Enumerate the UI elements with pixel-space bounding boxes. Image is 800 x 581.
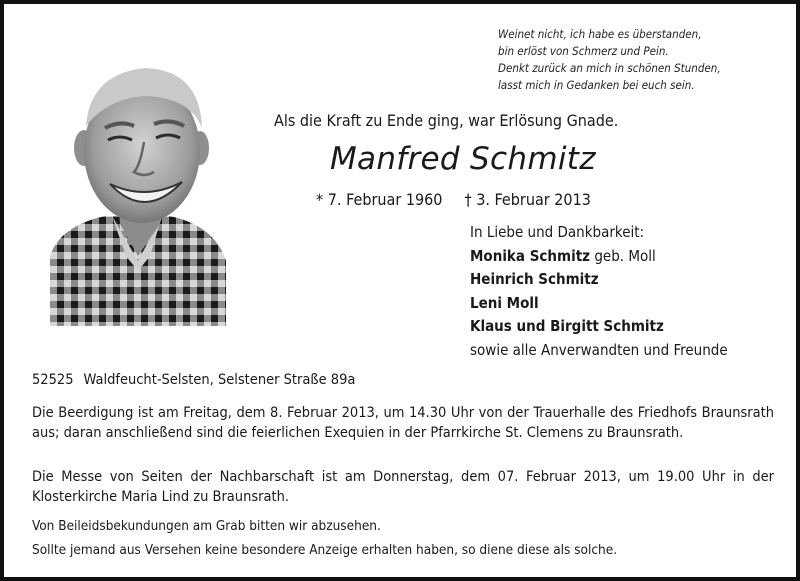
death-date: † 3. Februar 2013 [464, 190, 591, 209]
address-zip: 52525 [32, 372, 74, 388]
poem-line: bin erlöst von Schmerz und Pein. [498, 44, 669, 58]
funeral-info: Die Beerdigung ist am Freitag, dem 8. Februar 2013, um 14.30 Uhr von der Trauerhalle des Friedhofs Braunsrath aus; daran anschließend sind die feierlichen Exequien in der Pfarrkirche St. Clemens zu Braunsrath. [32, 405, 774, 441]
poem-line: Denkt zurück an mich in schönen Stunden, [498, 61, 721, 75]
mourners-list [470, 221, 728, 362]
list-item [470, 292, 728, 316]
mourner-name: Klaus und Birgitt Schmitz [470, 317, 664, 335]
notice-note: Sollte jemand aus Versehen keine besondere Anzeige erhalten haben, so diene diese als solche. [32, 542, 618, 558]
motto: Als die Kraft zu Ende ging, war Erlösung Gnade. [274, 111, 619, 130]
mourners-intro: In Liebe und Dankbarkeit: [470, 223, 645, 241]
life-dates [316, 190, 591, 209]
address [32, 372, 355, 388]
address-street: Waldfeucht-Selsten, Selstener Straße 89a [83, 372, 356, 388]
list-item [470, 268, 728, 292]
birth-date: * 7. Februar 1960 [316, 190, 443, 209]
mass-info: Die Messe von Seiten der Nachbarschaft ist am Donnerstag, dem 07. Februar 2013, um 19.00 Uhr in der Klosterkirche Maria Lind zu Braunsrath. [32, 469, 774, 505]
mourner-suffix: geb. Moll [590, 246, 656, 265]
mourner-name: Heinrich Schmitz [470, 270, 599, 288]
mourner-name: Monika Schmitz [470, 246, 591, 265]
condolence-note: Von Beileidsbekundungen am Grab bitten wir abzusehen. [32, 518, 381, 534]
poem [498, 26, 788, 94]
mourner-name: Leni Moll [470, 293, 539, 312]
portrait-photo [50, 56, 226, 326]
poem-line: lasst mich in Gedanken bei euch sein. [498, 78, 695, 92]
deceased-name: Manfred Schmitz [330, 141, 596, 177]
list-item [470, 315, 728, 339]
list-item [470, 245, 728, 269]
poem-line: Weinet nicht, ich habe es überstanden, [498, 27, 702, 41]
mourners-closing: sowie alle Anverwandten und Freunde [470, 340, 728, 359]
